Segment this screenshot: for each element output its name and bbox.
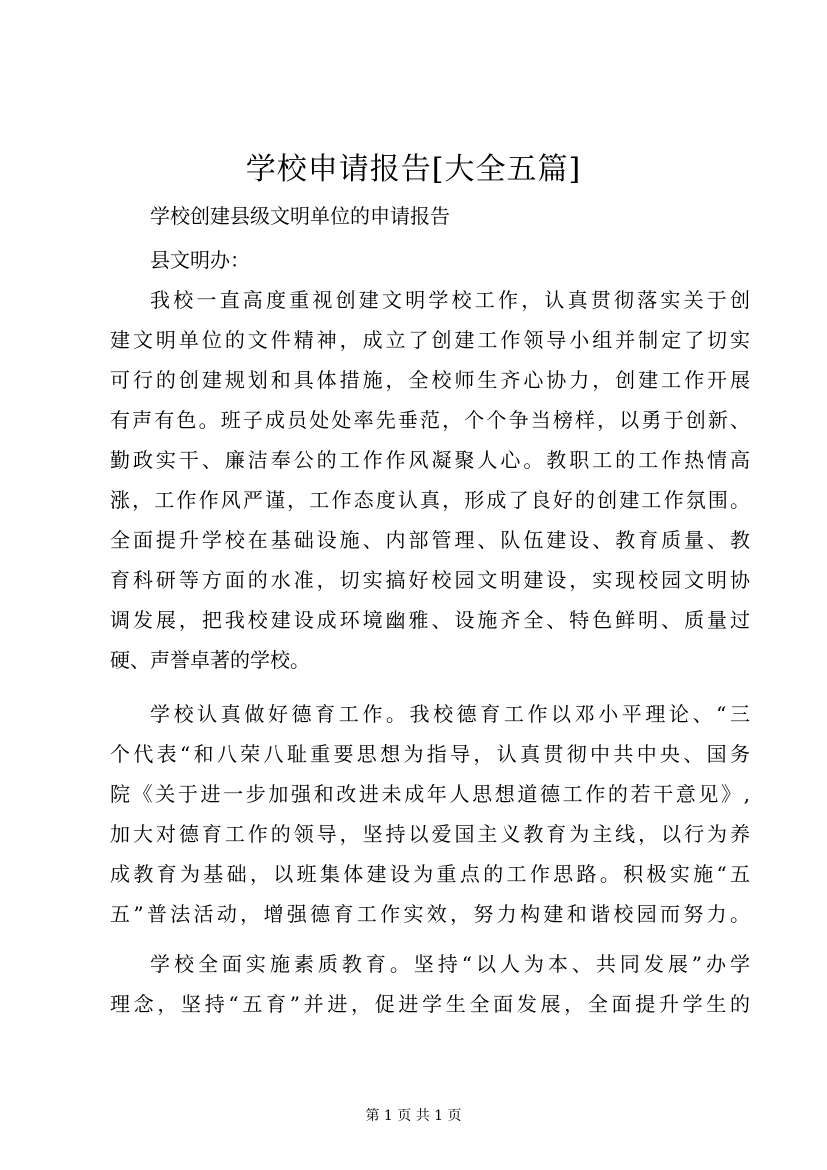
paragraph-1-line-1: 我校一直高度重视创建文明学校工作，认真贯彻落实关于创 — [150, 288, 750, 312]
paragraph-1-line-5: 勤政实干、廉洁奉公的工作作风凝聚人心。教职工的工作热情高 — [110, 448, 750, 472]
paragraph-1-line-8: 育科研等方面的水准，切实搞好校园文明建设，实现校园文明协 — [110, 568, 750, 592]
paragraph-2-line-6: 五”普法活动，增强德育工作实效，努力构建和谐校园而努力。 — [110, 902, 750, 926]
document-title: 学校申请报告[大全五篇] — [245, 152, 582, 187]
paragraph-2-line-5: 成教育为基础，以班集体建设为重点的工作思路。积极实施“五 — [110, 862, 750, 886]
paragraph-1-line-3: 可行的创建规划和具体措施，全校师生齐心协力，创建工作开展 — [110, 368, 750, 392]
paragraph-2-line-2: 个代表“和八荣八耻重要思想为指导，认真贯彻中共中央、国务 — [110, 742, 750, 766]
paragraph-3-line-1: 学校全面实施素质教育。坚持“以人为本、共同发展”办学 — [150, 952, 750, 976]
paragraph-2-line-1: 学校认真做好德育工作。我校德育工作以邓小平理论、“三 — [150, 702, 750, 726]
salutation: 县文明办： — [150, 248, 250, 272]
paragraph-1-line-2: 建文明单位的文件精神，成立了创建工作领导小组并制定了切实 — [110, 328, 750, 352]
paragraph-2-line-3: 院《关于进一步加强和改进未成年人思想道德工作的若干意见》, — [110, 782, 750, 806]
paragraph-1-line-6: 涨，工作作风严谨，工作态度认真，形成了良好的创建工作氛围。 — [110, 488, 750, 512]
paragraph-1-line-7: 全面提升学校在基础设施、内部管理、队伍建设、教育质量、教 — [110, 528, 750, 552]
paragraph-3-line-2: 理念，坚持“五育”并进，促进学生全面发展，全面提升学生的 — [110, 992, 750, 1016]
document-subtitle: 学校创建县级文明单位的申请报告 — [150, 204, 450, 228]
paragraph-1-line-10: 硬、声誉卓著的学校。 — [110, 648, 310, 672]
paragraph-1-line-9: 调发展，把我校建设成环境幽雅、设施齐全、特色鲜明、质量过 — [110, 608, 750, 632]
page-footer: 第 1 页 共 1 页 — [365, 1108, 462, 1124]
paragraph-2-line-4: 加大对德育工作的领导，坚持以爱国主义教育为主线，以行为养 — [110, 822, 750, 846]
paragraph-1-line-4: 有声有色。班子成员处处率先垂范，个个争当榜样，以勇于创新、 — [110, 408, 750, 432]
